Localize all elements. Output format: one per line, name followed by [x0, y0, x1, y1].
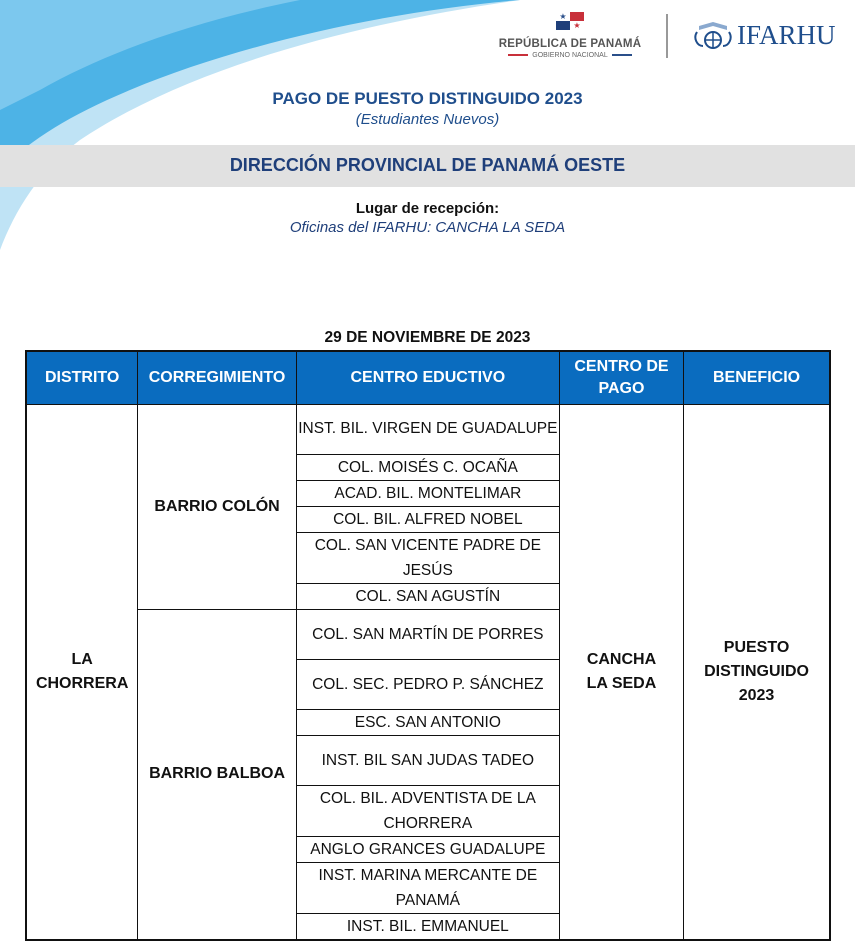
ifarhu-logo — [693, 18, 836, 52]
school-cell: INST. BIL. EMMANUEL — [296, 913, 559, 940]
column-header: DISTRITO — [26, 351, 138, 404]
ifarhu-book-globe-icon — [693, 18, 733, 52]
school-cell: COL. SAN MARTÍN DE PORRES — [296, 609, 559, 659]
school-cell: ANGLO GRANCES GUADALUPE — [296, 836, 559, 862]
panama-flag-icon: ★ ★ — [556, 12, 584, 30]
page-title: PAGO DE PUESTO DISTINGUIDO 2023 — [272, 89, 583, 108]
school-cell: ESC. SAN ANTONIO — [296, 709, 559, 735]
school-cell: COL. SEC. PEDRO P. SÁNCHEZ — [296, 659, 559, 709]
page-subtitle: (Estudiantes Nuevos) — [355, 111, 500, 128]
school-cell: COL. SAN AGUSTÍN — [296, 583, 559, 609]
table-row — [26, 404, 830, 454]
corregimiento-cell: BARRIO COLÓN — [138, 404, 296, 609]
column-header: CENTRO DE PAGO — [559, 351, 683, 404]
school-cell: COL. BIL. ALFRED NOBEL — [296, 506, 559, 532]
school-cell: COL. BIL. ADVENTISTA DE LA CHORRERA — [296, 785, 559, 836]
republica-panama-logo — [495, 12, 645, 59]
school-cell: ACAD. BIL. MONTELIMAR — [296, 480, 559, 506]
direction-title: DIRECCIÓN PROVINCIAL DE PANAMÁ OESTE — [229, 155, 626, 175]
district-cell: LA CHORRERA — [26, 404, 138, 940]
republic-text: REPÚBLICA DE PANAMÁ — [498, 38, 642, 50]
school-cell: COL. SAN VICENTE PADRE DE JESÚS — [296, 532, 559, 583]
reception-label: Lugar de recepción: — [355, 200, 500, 217]
school-cell: COL. MOISÉS C. OCAÑA — [296, 454, 559, 480]
schedule-date: 29 DE NOVIEMBRE DE 2023 — [324, 329, 531, 346]
reception-place: Oficinas del IFARHU: CANCHA LA SEDA — [289, 219, 566, 236]
school-cell: INST. BIL. VIRGEN DE GUADALUPE — [296, 404, 559, 454]
government-text: GOBIERNO NACIONAL — [495, 52, 645, 59]
column-header: CENTRO EDUCTIVO — [296, 351, 559, 404]
benefit-cell: PUESTO DISTINGUIDO 2023 — [684, 404, 830, 940]
corregimiento-cell: BARRIO BALBOA — [138, 609, 296, 940]
school-cell: INST. MARINA MERCANTE DE PANAMÁ — [296, 862, 559, 913]
school-cell: INST. BIL SAN JUDAS TADEO — [296, 735, 559, 785]
column-header: CORREGIMIENTO — [138, 351, 296, 404]
ifarhu-text: IFARHU — [737, 19, 836, 50]
payment-center-cell: CANCHA LA SEDA — [559, 404, 683, 940]
column-header: BENEFICIO — [684, 351, 830, 404]
logo-divider — [666, 14, 668, 58]
schedule-table — [25, 350, 831, 941]
